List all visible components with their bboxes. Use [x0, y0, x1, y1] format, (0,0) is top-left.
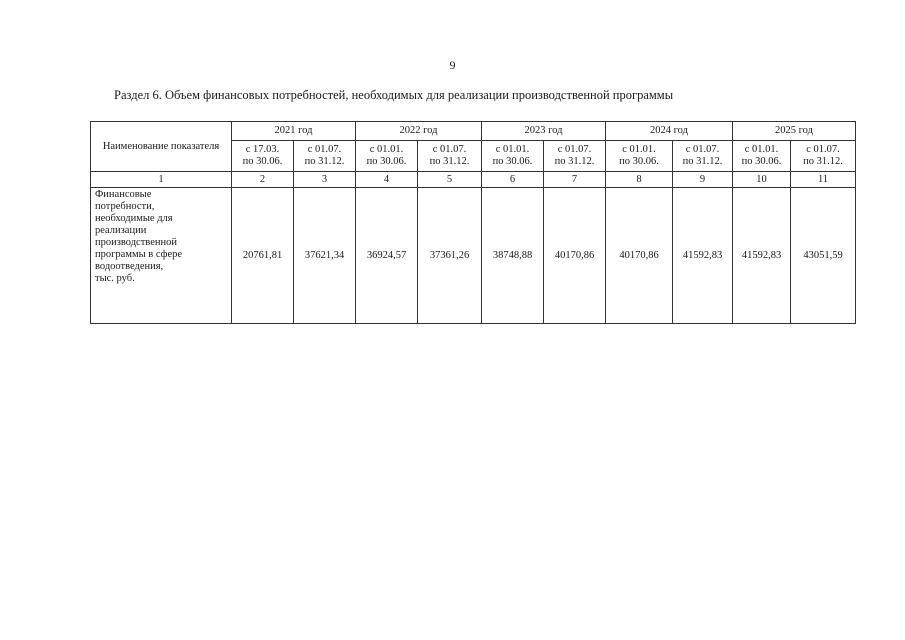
period-header: с 01.01. по 30.06.: [482, 141, 544, 172]
value-cell: 20761,81: [232, 188, 294, 324]
column-number: 4: [356, 172, 418, 188]
year-header: 2024 год: [606, 122, 733, 141]
period-header: с 01.07. по 31.12.: [294, 141, 356, 172]
value-cell: 43051,59: [791, 188, 856, 324]
column-number: 11: [791, 172, 856, 188]
value-cell: 40170,86: [606, 188, 673, 324]
financial-needs-table: [90, 121, 856, 324]
table-row: [91, 188, 856, 324]
period-header: с 01.07. по 31.12.: [673, 141, 733, 172]
year-header: 2023 год: [482, 122, 606, 141]
value-cell: 40170,86: [544, 188, 606, 324]
column-number: 5: [418, 172, 482, 188]
column-number: 8: [606, 172, 673, 188]
value-cell: 36924,57: [356, 188, 418, 324]
value-cell: 37361,26: [418, 188, 482, 324]
year-header: 2025 год: [733, 122, 856, 141]
period-header: с 17.03. по 30.06.: [232, 141, 294, 172]
period-header: с 01.07. по 31.12.: [418, 141, 482, 172]
period-header: с 01.01. по 30.06.: [733, 141, 791, 172]
section-title: Раздел 6. Объем финансовых потребностей, необходимых для реализации производственной программы: [114, 88, 674, 102]
period-header: с 01.01. по 30.06.: [356, 141, 418, 172]
value-cell: 41592,83: [733, 188, 791, 324]
indicator-name: Финансовые потребности, необходимые для реализации производственной программы в сфере водоотведения, тыс. руб.: [91, 188, 232, 324]
period-header: с 01.01. по 30.06.: [606, 141, 673, 172]
column-number: 1: [91, 172, 232, 188]
period-header: с 01.07. по 31.12.: [791, 141, 856, 172]
period-header: с 01.07. по 31.12.: [544, 141, 606, 172]
year-header-row: [91, 122, 856, 141]
column-number-row: [91, 172, 856, 188]
column-number: 6: [482, 172, 544, 188]
page-number: 9: [449, 58, 456, 72]
column-number: 10: [733, 172, 791, 188]
column-number: 7: [544, 172, 606, 188]
column-number: 3: [294, 172, 356, 188]
year-header: 2022 год: [356, 122, 482, 141]
value-cell: 37621,34: [294, 188, 356, 324]
column-number: 9: [673, 172, 733, 188]
column-number: 2: [232, 172, 294, 188]
name-header: Наименование показателя: [91, 122, 232, 172]
value-cell: 38748,88: [482, 188, 544, 324]
year-header: 2021 год: [232, 122, 356, 141]
value-cell: 41592,83: [673, 188, 733, 324]
